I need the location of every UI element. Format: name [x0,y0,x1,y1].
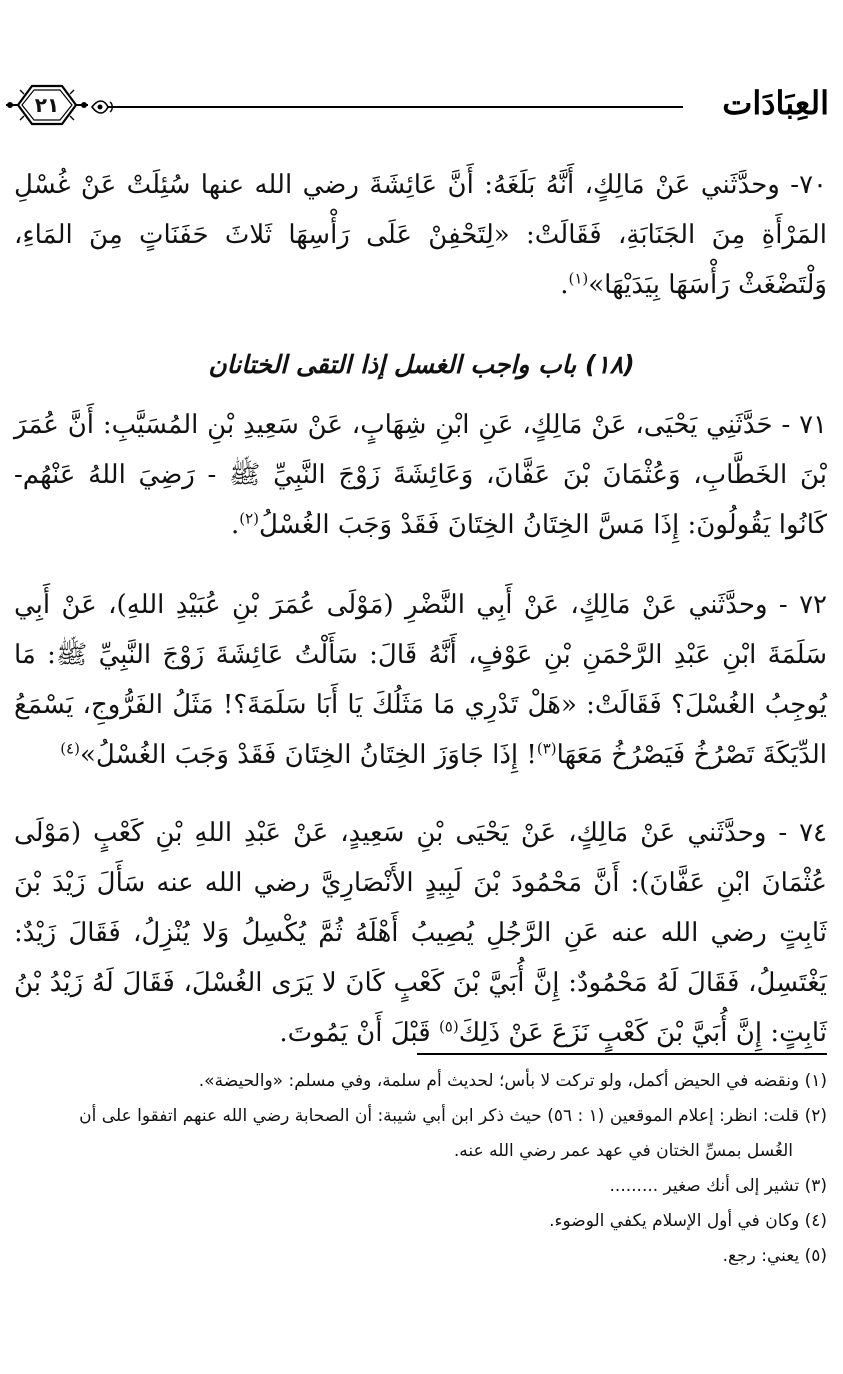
footnote-5: (٥) يعني: رجع. [722,1246,827,1266]
hadith-paragraph-71 [14,400,827,550]
chapter-title: العِبَادَات [722,84,829,122]
hadith-paragraph-70 [14,160,827,310]
section-heading: (١٨) باب واجب الغسل إذا التقى الختانان [208,350,635,379]
paragraph-tail: ! إِذَا جَاوَزَ الخِتَانُ الخِتَانَ فَقَدْ وَجَبَ الغُسْلُ» [79,740,537,770]
footnote-ref: (١) [568,269,589,288]
footnote-continuation: الغُسل بمسِّ الختان في عهد عمر رضي الله عنه. [453,1141,793,1161]
footnote-ref: (٤) [60,739,80,758]
page-number: ٢١ [34,93,60,117]
paragraph-tail: قَبْلَ أَنْ يَمُوتَ. [279,1018,439,1048]
running-header [0,78,843,138]
footnote-3: (٣) تشير إلى أنك صغير ......... [609,1176,827,1196]
paragraph-text: ٧١ - حَدَّثَنِي يَحْيَى، عَنْ مَالِكٍ، عَنِ ابْنِ شِهَابٍ، عَنْ سَعِيدِ بْنِ المُسَيَّبِ: أَنَّ عُمَرَ بْنَ الخَطَّابِ، وَعُثْمَانَ بْنَ عَفَّانَ، وَعَائِشَةَ زَوْجَ النَّبِيِّ ﷺ - رَضِيَ اللهُ عَنْهُم- كَانُوا يَقُولُونَ: إِذَا مَسَّ الخِتَانُ الخِتَانَ فَقَدْ وَجَبَ الغُسْلُ [14,410,827,540]
footnote-ref: (٢) [239,509,260,528]
footnote-4: (٤) وكان في أول الإسلام يكفي الوضوء. [549,1211,827,1231]
footnote-2 [14,1099,827,1169]
footnote-1: (١) ونقضه في الحيض أكمل، ولو تركت لا بأس؛ لحديث أم سلمة، وفي مسلم: «والحيضة». [198,1071,827,1091]
footnote-text: (٢) قلت: انظر: إعلام الموقعين (١ : ٥٦) حيث ذكر ابن أبي شيبة: أن الصحابة رضي الله عنهم اتفقوا على أن [79,1106,827,1126]
hadith-paragraph-72 [14,580,827,780]
paragraph-tail: . [560,270,569,300]
footnotes [14,1064,827,1274]
paragraph-text: ٧٢ - وحدَّثَني عَنْ مَالِكٍ، عَنْ أَبِي النَّضْرِ (مَوْلَى عُمَرَ بْنِ عُبَيْدِ اللهِ)، عَنْ أَبِي سَلَمَةَ ابْنِ عَبْدِ الرَّحْمَنِ بْنِ عَوْفٍ، أَنَّهُ قَالَ: سَأَلْتُ عَائِشَةَ زَوْجَ النَّبِيِّ ﷺ: مَا يُوجِبُ الغُسْلَ؟ فَقَالَتْ: «هَلْ تَدْرِي مَا مَثَلُكَ يَا أَبَا سَلَمَةَ؟! مَثَلُ الفَرُّوجِ، يَسْمَعُ الدِّيَكَةَ تَصْرُخُ فَيَصْرُخُ مَعَهَا [14,590,827,770]
hadith-paragraph-74 [14,808,827,1058]
header-rule [108,106,683,108]
paragraph-text: ٧٤ - وحدَّثَني عَنْ مَالِكٍ، عَنْ يَحْيَى بْنِ سَعِيدٍ، عَنْ عَبْدِ اللهِ بْنِ كَعْبٍ (مَوْلَى عُثْمَانَ ابْنِ عَفَّانَ): أَنَّ مَحْمُودَ بْنَ لَبِيدٍ الأَنْصَارِيَّ رضي الله عنه سَأَلَ زَيْدَ بْنَ ثَابِتٍ رضي الله عنه عَنِ الرَّجُلِ يُصِيبُ أَهْلَهُ ثُمَّ يُكْسِلُ وَلا يُنْزِلُ، فَقَالَ زَيْدٌ: يَغْتَسِلُ، فَقَالَ لَهُ مَحْمُودٌ: إِنَّ أُبَيَّ بْنَ كَعْبٍ كَانَ لا يَرَى الغُسْلَ، فَقَالَ لَهُ زَيْدُ بْنُ ثَابِتٍ: إِنَّ أُبَيَّ بْنَ كَعْبٍ نَزَعَ عَنْ ذَلِكَ [14,818,827,1048]
footnote-rule [417,1053,827,1055]
floral-ornament-icon [90,96,118,118]
page-number-badge [4,80,90,130]
footnote-ref: (٣) [536,739,557,758]
footnote-ref: (٥) [438,1017,459,1036]
paragraph-tail: . [230,510,240,540]
paragraph-text: ٧٠- وحدَّثَني عَنْ مَالِكٍ، أَنَّهُ بَلَغَهُ: أَنَّ عَائِشَةَ رضي الله عنها سُئِلَتْ عَنْ غُسْلِ المَرْأَةِ مِنَ الجَنَابَةِ، فَقَالَتْ: «لِتَحْفِنْ عَلَى رَأْسِهَا ثَلاثَ حَفَنَاتٍ مِنَ المَاءِ، وَلْتَضْغَثْ رَأْسَهَا بِيَدَيْهَا» [14,170,827,300]
